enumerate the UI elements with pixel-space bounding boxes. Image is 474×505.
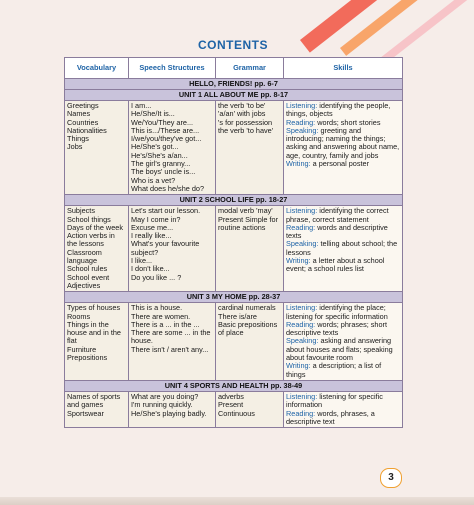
speech-item: May I come in? [131,214,181,224]
speech-item: There isn't / aren't any... [131,344,209,354]
skill-text: words; phrases; short descriptive texts [286,319,388,338]
vocabulary-item: Action verbs in the lessons [67,231,115,249]
unit-heading: UNIT 4 SPORTS AND HEALTH pp. 38-49 [65,380,403,391]
skill-label: Speaking: [286,336,319,346]
intro-row [65,79,403,90]
unit-heading: UNIT 3 MY HOME pp. 28-37 [65,292,403,303]
skill-item [286,207,400,224]
speech-item: I really like... [131,231,172,241]
vocabulary-cell [65,303,129,381]
vocabulary-cell [65,101,129,195]
skill-item [286,410,400,427]
speech-item: There is a ... in the ... [131,319,200,329]
skill-label: Listening: [286,391,318,401]
grammar-item: adverbs [218,391,244,401]
skill-item [286,240,400,257]
speech-item: I am... [131,101,152,110]
grammar-item: modal verb 'may' [218,206,273,216]
skill-label: Reading: [286,222,316,232]
skills-cell [284,206,403,292]
skill-item [286,362,400,379]
vocabulary-item: Names [67,109,91,119]
unit-content-row [65,206,403,292]
vocabulary-item: Prepositions [67,353,108,363]
speech-item: Excuse me... [131,222,174,232]
skill-text: a description; a list of things [286,361,382,379]
grammar-item: 's for possession [218,117,273,127]
unit-heading-row [65,380,403,391]
skill-label: Writing: [286,361,311,371]
unit-content-row [65,101,403,195]
intro-heading: HELLO, FRIENDS! pp. 6-7 [65,79,403,90]
speech-item: The boys' uncle is... [131,167,196,177]
header-speech-structures: Speech Structures [129,58,216,79]
vocabulary-item: Sportswear [67,408,104,418]
skill-item [286,127,400,160]
contents-page [64,28,402,498]
skill-text: greeting and introducing; naming the things; asking and answering about name, age, country, family and jobs [286,125,400,160]
skill-item [286,393,400,410]
speech-item: What does he/she do? [131,183,205,193]
skill-text: a personal poster [312,159,370,169]
speech-item: He's/She's a/an... [131,150,188,160]
page-title: CONTENTS [198,38,268,52]
grammar-item: the verb 'to have' [218,125,274,135]
skill-label: Writing: [286,256,311,266]
vocabulary-item: Countries [67,117,99,127]
vocabulary-item: Types of houses [67,303,121,313]
speech-structures-cell [129,303,216,381]
skill-item [286,102,400,119]
skill-text: asking and answering about houses and flats; speaking about favourite room [286,336,393,363]
speech-item: What are you doing? [131,391,199,401]
vocabulary-item: Adjectives [67,280,101,290]
skill-item [286,321,400,338]
header-skills: Skills [284,58,403,79]
unit-heading-row [65,195,403,206]
speech-item: I/we/you/they've got... [131,134,202,144]
grammar-cell [216,206,284,292]
vocabulary-item: Jobs [67,142,83,152]
grammar-item: Basic prepositions of place [218,319,278,338]
skill-label: Reading: [286,408,316,418]
speech-structures-cell [129,206,216,292]
speech-item: He/She/It is... [131,109,175,119]
skill-label: Reading: [286,319,316,329]
speech-item: The girl's granny... [131,159,191,169]
skill-text: telling about school; the lessons [286,239,398,257]
speech-item: What's your favourite subject? [131,239,200,257]
page-fold [0,497,474,505]
unit-heading: UNIT 1 ALL ABOUT ME pp. 8-17 [65,90,403,101]
speech-item: Who is a vet? [131,175,176,185]
skills-cell [284,391,403,427]
unit-heading: UNIT 2 SCHOOL LIFE pp. 18-27 [65,195,403,206]
skill-text: a letter about a school event; a school rules list [286,256,385,274]
speech-item: I like... [131,256,153,266]
grammar-item: Present Continuous [218,400,255,418]
grammar-item: the verb 'to be' [218,101,266,110]
unit-content-row [65,391,403,427]
skill-item [286,337,400,362]
grammar-item: There is/are [218,311,257,321]
vocabulary-item: Nationalities [67,125,107,135]
speech-item: We/You/They are... [131,117,194,127]
vocabulary-cell [65,391,129,427]
speech-structures-cell [129,391,216,427]
vocabulary-item: School things [67,214,111,224]
vocabulary-item: Days of the week [67,222,123,232]
grammar-cell [216,391,284,427]
skill-label: Speaking: [286,125,319,135]
skill-item [286,160,400,168]
grammar-item: Present Simple for routine actions [218,214,279,232]
skills-cell [284,303,403,381]
speech-item: This is.../These are... [131,125,200,135]
speech-item: There are women. [131,311,191,321]
skill-item [286,224,400,241]
speech-item: Do you like ... ? [131,272,182,282]
speech-item: He/She's playing badly. [131,408,207,418]
header-row [65,58,403,79]
skill-text: identifying the place; listening for specific information [286,303,388,321]
speech-structures-cell [129,101,216,195]
vocabulary-item: Names of sports and games [67,391,121,410]
skill-text: words; short stories [317,117,381,127]
skill-text: words, phrases, a descriptive text [286,408,375,426]
page-number: 3 [380,468,402,488]
skill-text: words and descriptive texts [286,222,388,241]
unit-content-row [65,303,403,381]
unit-heading-row [65,292,403,303]
header-grammar: Grammar [216,58,284,79]
vocabulary-item: Rooms [67,311,91,321]
skill-label: Listening: [286,101,318,110]
speech-item: Let's start our lesson. [131,206,201,216]
skill-label: Listening: [286,303,318,313]
skills-cell [284,101,403,195]
skill-label: Writing: [286,159,311,169]
contents-table [64,57,403,428]
skill-text: listening for specific information [286,391,383,410]
speech-item: I'm running quickly. [131,400,193,410]
vocabulary-item: Things in the house and in the flat [67,319,121,346]
grammar-cell [216,101,284,195]
vocabulary-item: Greetings [67,101,99,110]
vocabulary-item: School event [67,272,110,282]
speech-item: There are some ... in the house. [131,328,211,346]
skill-label: Listening: [286,206,318,216]
vocabulary-item: Classroom language [67,247,102,266]
vocabulary-cell [65,206,129,292]
unit-heading-row [65,90,403,101]
skill-text: identifying the people, things, objects [286,101,391,119]
speech-item: He/She's got... [131,142,179,152]
vocabulary-item: Subjects [67,206,95,216]
speech-item: I don't like... [131,264,170,274]
skill-text: identifying the correct phrase, correct statement [286,206,389,224]
grammar-item: 'a/an' with jobs [218,109,266,119]
skill-label: Speaking: [286,239,319,249]
skill-item [286,304,400,321]
skill-label: Reading: [286,117,316,127]
skill-item [286,257,400,274]
grammar-item: cardinal numerals [218,303,276,313]
speech-item: This is a house. [131,303,183,313]
header-vocabulary: Vocabulary [65,58,129,79]
vocabulary-item: Furniture [67,344,97,354]
vocabulary-item: School rules [67,264,108,274]
vocabulary-item: Things [67,134,89,144]
grammar-cell [216,303,284,381]
